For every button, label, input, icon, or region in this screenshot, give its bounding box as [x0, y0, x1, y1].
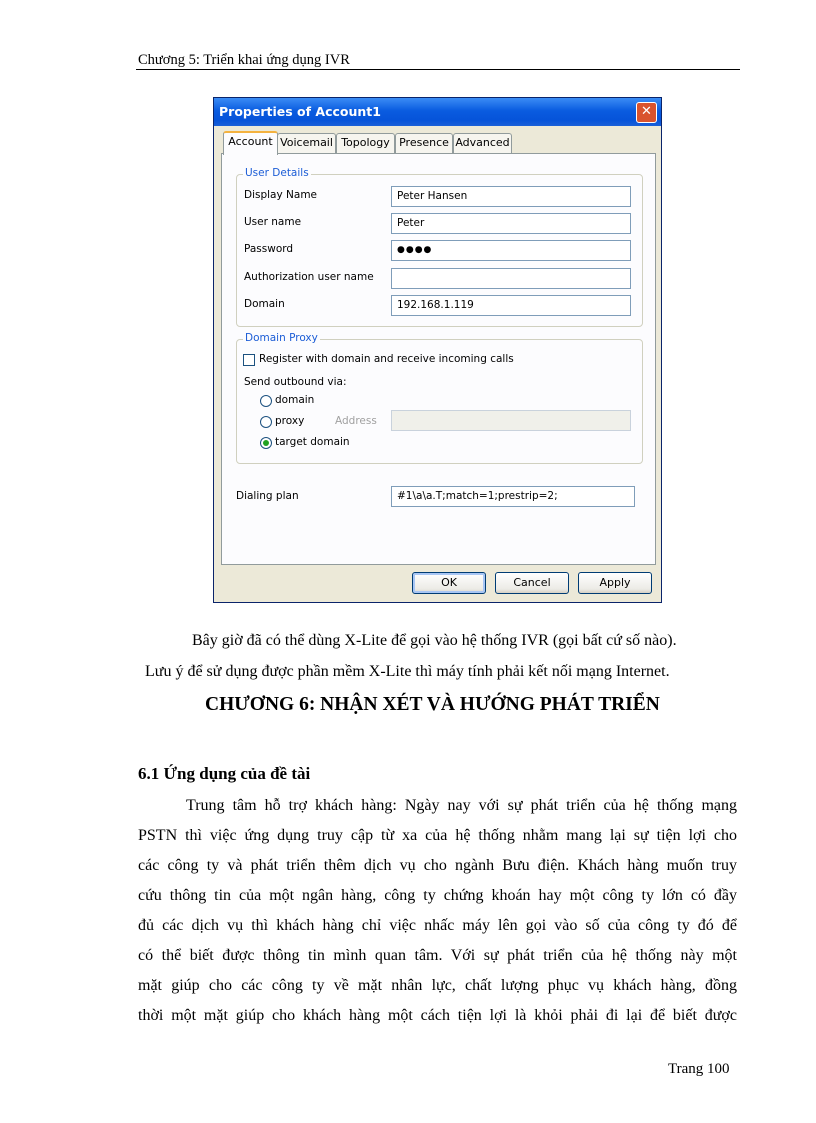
body-line-1: Trung tâm hỗ trợ khách hàng: Ngày nay với sự phát triển của hệ thống mạng	[186, 797, 737, 814]
domain-label: Domain	[244, 298, 285, 310]
body-line-5: đủ các dịch vụ thì khách hàng chỉ việc nhấc máy lên gọi vào số của công ty đó để	[138, 917, 737, 934]
paragraph-line-2: Lưu ý để sử dụng được phần mềm X-Lite thì máy tính phải kết nối mạng Internet.	[145, 663, 670, 680]
account-properties-dialog	[213, 97, 662, 603]
header-rule	[136, 69, 740, 70]
cancel-button[interactable]: Cancel	[495, 572, 569, 594]
user-name-field[interactable]: Peter	[391, 213, 631, 234]
domain-proxy-group	[236, 332, 643, 464]
auth-user-field[interactable]	[391, 268, 631, 289]
auth-user-label: Authorization user name	[244, 271, 374, 283]
section-title: 6.1 Ứng dụng của đề tài	[138, 764, 311, 783]
password-label: Password	[244, 243, 294, 255]
tab-advanced[interactable]: Advanced	[453, 133, 512, 153]
body-line-2: PSTN thì việc ứng dụng truy cập từ xa của hệ thống nhằm mang lại sự tiện lợi cho	[138, 827, 737, 844]
dialog-titlebar	[214, 98, 661, 126]
display-name-field[interactable]: Peter Hansen	[391, 186, 631, 207]
chapter-title: CHƯƠNG 6: NHẬN XÉT VÀ HƯỚNG PHÁT TRIỂN	[205, 694, 660, 715]
close-icon[interactable]: ✕	[636, 102, 657, 123]
running-header: Chương 5: Triển khai ứng dụng IVR	[138, 52, 350, 68]
register-label: Register with domain and receive incoming calls	[259, 353, 514, 365]
address-label: Address	[335, 415, 377, 427]
dialing-plan-label: Dialing plan	[236, 490, 299, 502]
domain-proxy-legend: Domain Proxy	[245, 332, 318, 344]
user-details-legend: User Details	[245, 167, 309, 179]
display-name-label: Display Name	[244, 189, 318, 201]
send-outbound-label: Send outbound via:	[244, 376, 347, 388]
radio-selected-dot	[263, 440, 269, 446]
body-line-6: có thể biết được thông tin mình quan tâm. Với sự phát triển của hệ thống này một	[138, 947, 737, 964]
radio-domain-label: domain	[275, 394, 315, 406]
tab-topology[interactable]: Topology	[336, 133, 395, 153]
register-checkbox[interactable]	[243, 354, 255, 366]
page-number: Trang 100	[668, 1061, 730, 1077]
radio-target-domain[interactable]	[260, 437, 272, 449]
user-details-group	[236, 167, 643, 327]
body-line-4: cứu thông tin của một ngân hàng, công ty chứng khoán hay một công ty lớn có đầy	[138, 887, 737, 904]
body-line-3: các công ty và phát triển thêm dịch vụ cho ngành Bưu điện. Khách hàng muốn truy	[138, 857, 737, 874]
radio-proxy-label: proxy	[275, 415, 305, 427]
domain-field[interactable]: 192.168.1.119	[391, 295, 631, 316]
ok-button[interactable]: OK	[412, 572, 486, 594]
body-line-7: mặt giúp cho các công ty về mặt nhân lực, chất lượng phục vụ khách hàng, đồng	[138, 977, 737, 994]
tab-presence[interactable]: Presence	[395, 133, 453, 153]
radio-target-domain-label: target domain	[275, 436, 350, 448]
tab-voicemail[interactable]: Voicemail	[277, 133, 336, 153]
user-name-label: User name	[244, 216, 302, 228]
password-field[interactable]: ●●●●	[391, 240, 631, 261]
address-field[interactable]	[391, 410, 631, 431]
body-line-8: thời một mặt giúp cho khách hàng một cách tiện lợi là khỏi phải đi lại để biết được	[138, 1007, 737, 1024]
dialog-title: Properties of Account1	[219, 104, 381, 119]
paragraph-line-1: Bây giờ đã có thể dùng X-Lite để gọi vào hệ thống IVR (gọi bất cứ số nào).	[192, 632, 677, 649]
radio-proxy[interactable]	[260, 416, 272, 428]
dialing-plan-field[interactable]: #1\a\a.T;match=1;prestrip=2;	[391, 486, 635, 507]
tab-account[interactable]: Account	[223, 131, 278, 155]
apply-button[interactable]: Apply	[578, 572, 652, 594]
radio-domain[interactable]	[260, 395, 272, 407]
